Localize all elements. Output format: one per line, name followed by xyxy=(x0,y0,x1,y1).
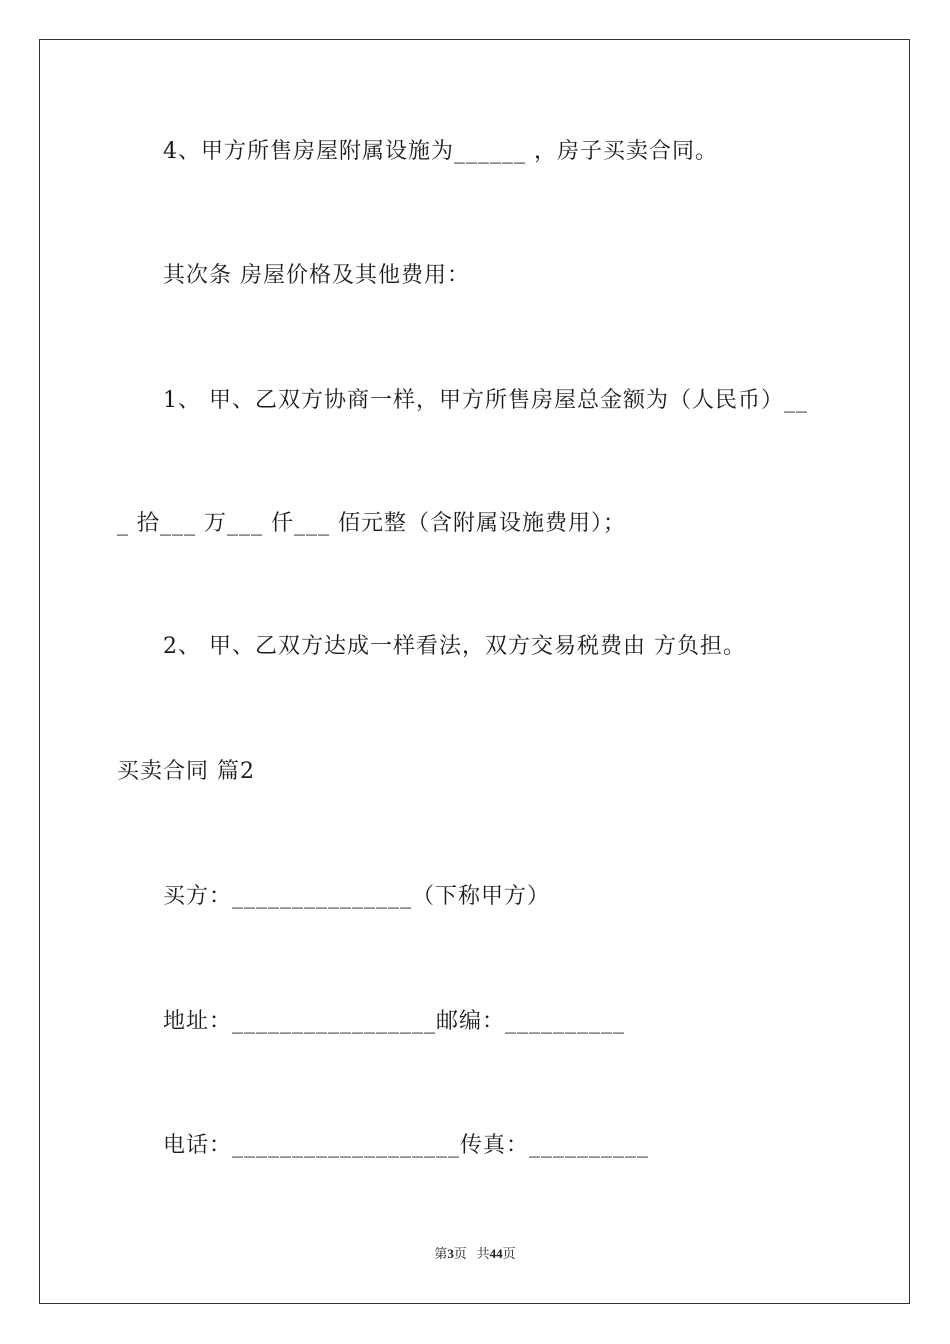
address-postcode-field: 地址：_________________邮编：__________ xyxy=(163,1009,626,1034)
phone-fax-field: 电话：___________________传真：__________ xyxy=(163,1133,650,1158)
total-suffix: 页 xyxy=(502,1246,516,1261)
clause-4-facilities: 4、甲方所售房屋附属设施为______ ，房子买卖合同。 xyxy=(163,139,718,164)
article-2-heading: 其次条 房屋价格及其他费用： xyxy=(163,263,470,288)
section-title-contract-2: 买卖合同 篇2 xyxy=(117,759,255,784)
page-prefix: 第 xyxy=(434,1246,448,1261)
clause-1-price-line-2: _ 拾___ 万___ 仟___ 佰元整（含附属设施费用）； xyxy=(117,511,626,536)
total-pages: 44 xyxy=(489,1246,503,1261)
buyer-field: 买方：_______________（下称甲方） xyxy=(163,884,551,909)
page-suffix: 页 xyxy=(453,1246,467,1261)
total-prefix: 共 xyxy=(476,1246,490,1261)
page-border xyxy=(39,39,910,1304)
page-number: 3 xyxy=(447,1246,454,1261)
clause-2-taxes: 2、 甲、乙双方达成一样看法，双方交易税费由 方负担。 xyxy=(163,634,746,659)
clause-1-price-line-1: 1、 甲、乙双方协商一样，甲方所售房屋总金额为（人民币）__ xyxy=(163,388,808,413)
page-footer xyxy=(0,1244,950,1264)
